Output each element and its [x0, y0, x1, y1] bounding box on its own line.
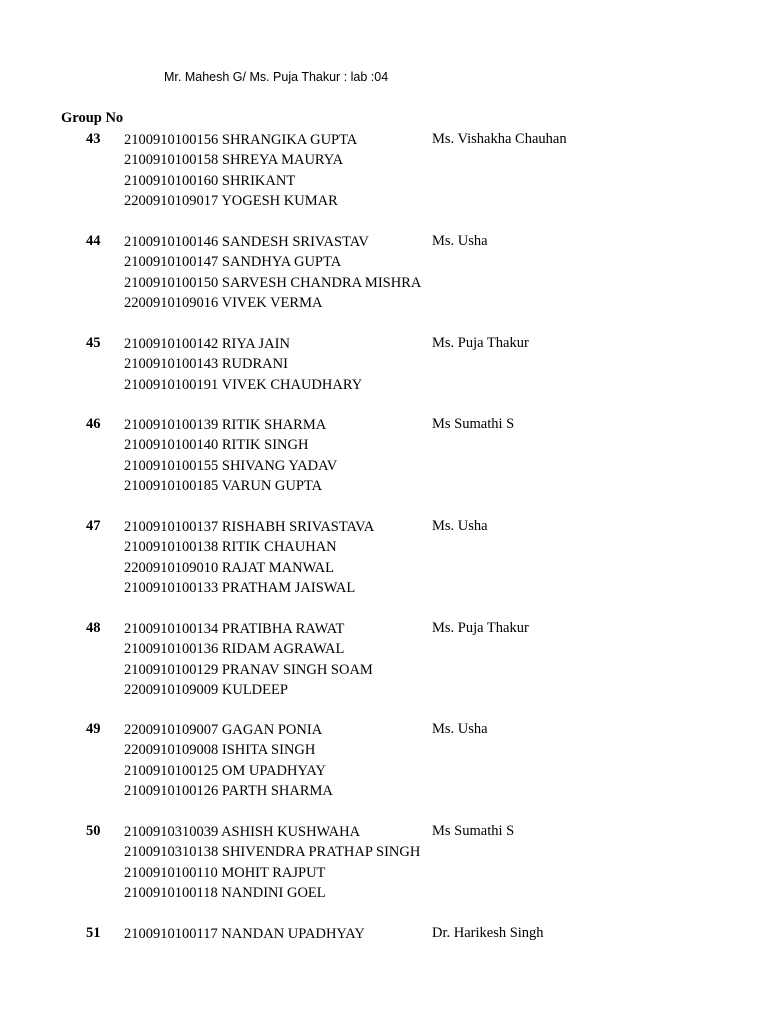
member-list: [124, 232, 421, 314]
member-entry: 2100910100133 PRATHAM JAISWAL: [124, 580, 356, 597]
member-entry: 2100910100136 RIDAM AGRAWAL: [124, 641, 345, 658]
member-entry: 2100910100156 SHRANGIKA GUPTA: [124, 132, 358, 148]
guide-name: Ms. Vishakha Chauhan: [432, 131, 567, 147]
guide-name: Ms. Usha: [432, 233, 488, 249]
member-entry: 2100910310039 ASHISH KUSHWAHA: [124, 824, 361, 840]
member-list: [124, 334, 362, 395]
group-number: 45: [86, 335, 101, 351]
member-list: [124, 924, 365, 944]
member-list: [124, 517, 374, 599]
guide-name: Ms. Usha: [432, 721, 488, 737]
group-number: 50: [86, 823, 101, 839]
group-number: 46: [86, 416, 101, 432]
member-list: [124, 619, 373, 701]
member-list: [124, 720, 333, 802]
member-entry: 2100910100158 SHREYA MAURYA: [124, 152, 344, 169]
guide-name: Ms. Puja Thakur: [432, 620, 529, 636]
member-entry: 2100910100147 SANDHYA GUPTA: [124, 254, 342, 271]
guide-name: Ms. Puja Thakur: [432, 335, 529, 351]
group-no-heading: Group No: [61, 110, 124, 126]
member-entry: 2100910100185 VARUN GUPTA: [124, 478, 323, 495]
member-entry: 2100910310138 SHIVENDRA PRATHAP SINGH: [124, 844, 421, 861]
member-entry: 2100910100160 SHRIKANT: [124, 172, 296, 189]
group-number: 43: [86, 131, 101, 147]
member-entry: 2100910100191 VIVEK CHAUDHARY: [124, 376, 363, 393]
member-entry: 2200910109008 ISHITA SINGH: [124, 742, 316, 759]
member-list: [124, 130, 357, 212]
group-number: 51: [86, 925, 101, 941]
member-entry: 2200910109009 KULDEEP: [124, 682, 288, 699]
member-entry: 2100910100138 RITIK CHAUHAN: [124, 539, 337, 556]
guide-name: Ms Sumathi S: [432, 416, 515, 432]
member-entry: 2100910100117 NANDAN UPADHYAY: [124, 926, 365, 942]
member-entry: 2100910100137 RISHABH SRIVASTAVA: [124, 519, 375, 535]
guide-name: Ms Sumathi S: [432, 823, 515, 839]
member-entry: 2100910100146 SANDESH SRIVASTAV: [124, 234, 369, 250]
member-entry: 2200910109017 YOGESH KUMAR: [124, 193, 338, 210]
guide-name: Ms. Usha: [432, 518, 488, 534]
document-header: Mr. Mahesh G/ Ms. Puja Thakur : lab :04: [164, 70, 389, 84]
member-entry: 2200910109007 GAGAN PONIA: [124, 722, 323, 738]
member-entry: 2100910100139 RITIK SHARMA: [124, 417, 327, 433]
group-number: 48: [86, 620, 101, 636]
guide-name: Dr. Harikesh Singh: [432, 925, 544, 941]
member-list: [124, 415, 337, 497]
member-entry: 2100910100126 PARTH SHARMA: [124, 783, 333, 800]
group-number: 44: [86, 233, 101, 249]
member-entry: 2200910109010 RAJAT MANWAL: [124, 559, 334, 576]
group-number: 47: [86, 518, 101, 534]
member-list: [124, 822, 420, 904]
member-entry: 2100910100150 SARVESH CHANDRA MISHRA: [124, 274, 422, 291]
member-entry: 2100910100118 NANDINI GOEL: [124, 885, 326, 902]
group-number: 49: [86, 721, 101, 737]
member-entry: 2100910100134 PRATIBHA RAWAT: [124, 621, 345, 637]
member-entry: 2100910100143 RUDRANI: [124, 356, 288, 373]
member-entry: 2100910100110 MOHIT RAJPUT: [124, 864, 326, 881]
member-entry: 2100910100155 SHIVANG YADAV: [124, 457, 338, 474]
member-entry: 2100910100142 RIYA JAIN: [124, 336, 290, 352]
member-entry: 2100910100125 OM UPADHYAY: [124, 762, 326, 779]
member-entry: 2100910100140 RITIK SINGH: [124, 437, 309, 454]
member-entry: 2200910109016 VIVEK VERMA: [124, 295, 323, 312]
member-entry: 2100910100129 PRANAV SINGH SOAM: [124, 661, 373, 678]
